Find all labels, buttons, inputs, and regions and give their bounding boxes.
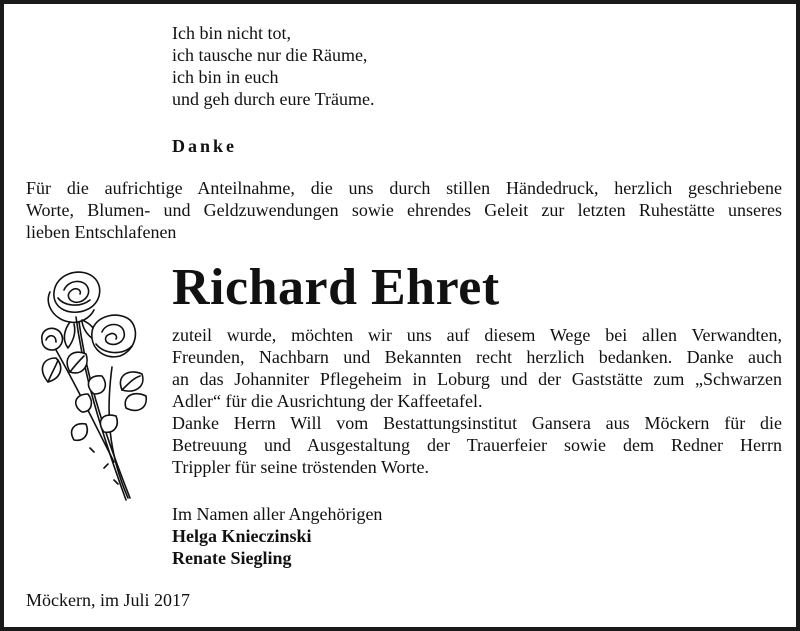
poem <box>172 22 672 110</box>
thanks-heading: Danke <box>172 136 238 156</box>
place-date: Möckern, im Juli 2017 <box>26 590 190 610</box>
poem-line: Ich bin nicht tot, <box>172 23 291 43</box>
body-line: Freunden, Nachbarn und Bekannten recht herzlich bedanken. Danke auch <box>172 347 782 367</box>
closing-block <box>172 503 572 569</box>
poem-line: und geh durch eure Träume. <box>172 89 375 109</box>
poem-line: ich bin in euch <box>172 67 279 87</box>
closing-intro: Im Namen aller Angehörigen <box>172 504 383 524</box>
body-line: zuteil wurde, möchten wir uns auf diesem Wege bei allen Verwandten, <box>172 325 782 345</box>
body-line: Danke Herrn Will vom Bestattungsinstitut Gansera aus Möckern für die <box>172 413 782 433</box>
body-line: an das Johanniter Pflegeheim in Loburg und der Gaststätte zum „Schwarzen <box>172 369 782 389</box>
signer-name: Helga Knieczinski <box>172 526 312 546</box>
deceased-name: Richard Ehret <box>172 259 500 316</box>
intro-line: lieben Entschlafenen <box>26 222 177 242</box>
body-line: Trippler für seine tröstenden Worte. <box>172 457 430 477</box>
body-line: Adler“ für die Ausrichtung der Kaffeetafel. <box>172 391 483 411</box>
roses-icon <box>34 262 154 507</box>
signer-name: Renate Siegling <box>172 548 292 568</box>
body-paragraph <box>172 324 782 478</box>
intro-line: Für die aufrichtige Anteilnahme, die uns durch stillen Händedruck, herzlich geschriebene <box>26 178 782 198</box>
poem-line: ich tausche nur die Räume, <box>172 45 368 65</box>
body-line: Betreuung und Ausgestaltung der Trauerfeier sowie dem Redner Herrn <box>172 435 782 455</box>
intro-line: Worte, Blumen- und Geldzuwendungen sowie ehrendes Geleit zur letzten Ruhestätte unseres <box>26 200 782 220</box>
intro-paragraph <box>26 177 782 243</box>
